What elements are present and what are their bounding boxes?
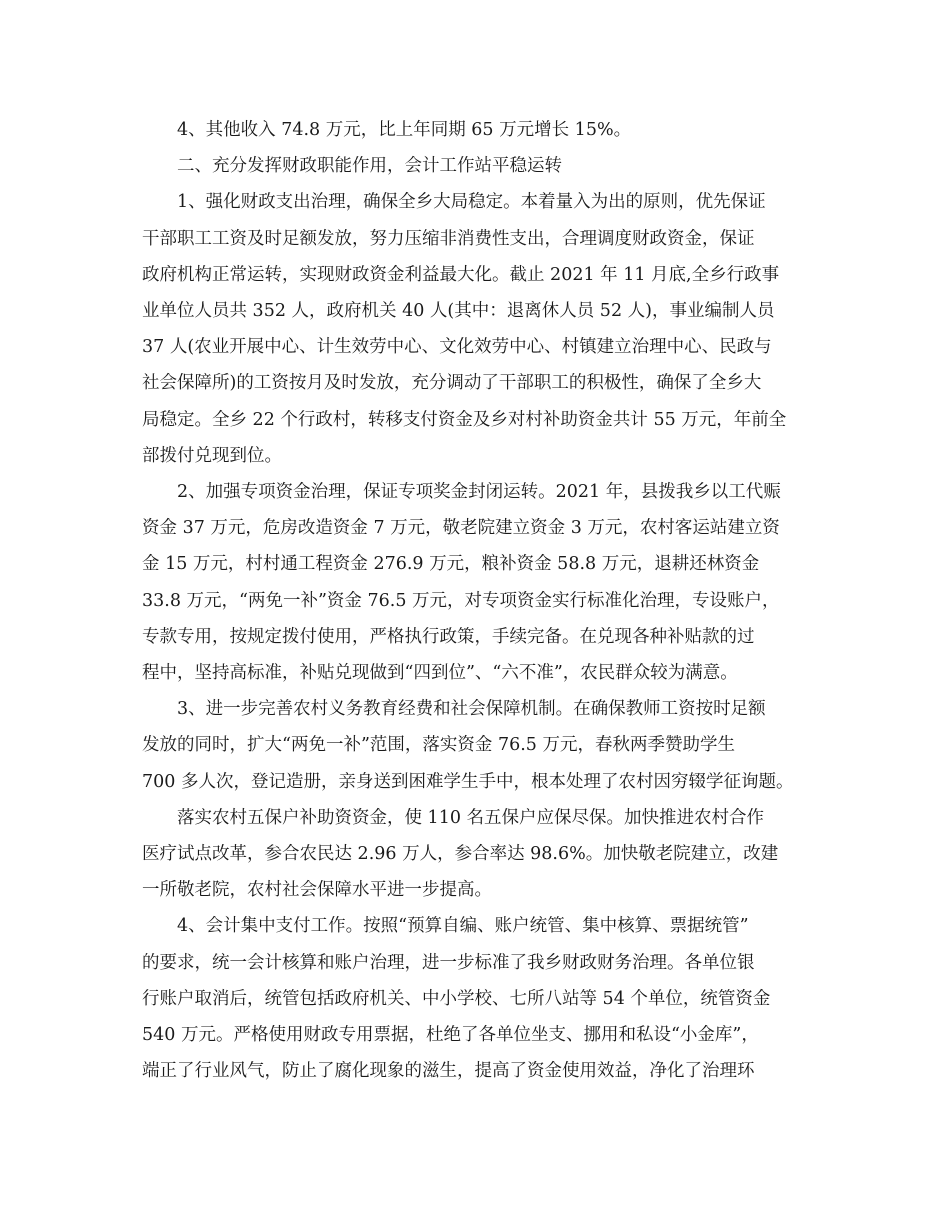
text-line: 700 多人次，登记造册，亲身送到困难学生手中，根本处理了农村因穷辍学征询题。: [142, 771, 794, 792]
text-line: 专款专用，按规定拨付使用，严格执行政策，手续完备。在兑现各种补贴款的过: [142, 626, 755, 647]
paragraph-centralized-payment: [142, 908, 817, 1089]
text-line: 4、其他收入 74.8 万元，比上年同期 65 万元增长 15%。: [177, 120, 632, 140]
text-line: 资金 37 万元，危房改造资金 7 万元，敬老院建立资金 3 万元，农村客运站建立资: [142, 518, 780, 539]
text-line: 二、充分发挥财政职能作用，会计工作站平稳运转: [177, 156, 562, 177]
paragraph-other-income: [142, 112, 817, 148]
text-line: 发放的同时，扩大“两免一补”范围，落实资金 76.5 万元，春秋两季赞助学生: [142, 735, 735, 756]
document-body: [142, 112, 817, 1089]
paragraph-five-guarantees: [142, 800, 817, 909]
paragraph-education-social-security: [142, 691, 817, 800]
text-line: 业单位人员共 352 人，政府机关 40 人(其中：退离休人员 52 人)，事业编制人员: [142, 301, 775, 322]
text-line: 3、进一步完善农村义务教育经费和社会保障机制。在确保教师工资按时足额: [177, 699, 766, 720]
text-line: 社会保障所)的工资按月及时发放，充分调动了干部职工的积极性，确保了全乡大: [142, 373, 762, 394]
text-line: 1、强化财政支出治理，确保全乡大局稳定。本着量入为出的原则，优先保证: [177, 192, 766, 213]
text-line: 端正了行业风气，防止了腐化现象的滋生，提高了资金使用效益，净化了治理环: [142, 1061, 755, 1082]
paragraph-expenditure-management: [142, 184, 817, 474]
text-line: 医疗试点改革，参合农民达 2.96 万人，参合率达 98.6%。加快敬老院建立，改建: [142, 844, 779, 865]
text-line: 37 人(农业开展中心、计生效劳中心、文化效劳中心、村镇建立治理中心、民政与: [142, 337, 772, 358]
text-line: 局稳定。全乡 22 个行政村，转移支付资金及乡对村补助资金共计 55 万元，年前全: [142, 409, 787, 430]
text-line: 的要求，统一会计核算和账户治理，进一步标准了我乡财政财务治理。各单位银: [142, 952, 755, 973]
text-line: 部拨付兑现到位。: [142, 445, 282, 466]
text-line: 干部职工工资及时足额发放，努力压缩非消费性支出，合理调度财政资金，保证: [142, 228, 755, 249]
text-line: 2、加强专项资金治理，保证专项奖金封闭运转。2021 年，县拨我乡以工代赈: [177, 482, 781, 503]
text-line: 540 万元。严格使用财政专用票据，杜绝了各单位坐支、挪用和私设“小金库”，: [142, 1025, 759, 1046]
section-heading-finance-function: [142, 148, 817, 184]
text-line: 政府机构正常运转，实现财政资金利益最大化。截止 2021 年 11 月底,全乡行政事: [142, 264, 780, 285]
paragraph-special-funds: [142, 474, 817, 691]
text-line: 一所敬老院，农村社会保障水平进一步提高。: [142, 880, 492, 901]
text-line: 落实农村五保户补助资资金，使 110 名五保户应保尽保。加快推进农村合作: [177, 807, 765, 828]
text-line: 程中，坚持高标准，补贴兑现做到“四到位”、“六不准”，农民群众较为满意。: [142, 663, 738, 684]
text-line: 33.8 万元，“两免一补”资金 76.5 万元，对专项资金实行标准化治理，专设账户，: [142, 590, 780, 611]
text-line: 金 15 万元，村村通工程资金 276.9 万元，粮补资金 58.8 万元，退耕还林资金: [142, 554, 760, 575]
text-line: 行账户取消后，统管包括政府机关、中小学校、七所八站等 54 个单位，统管资金: [142, 988, 771, 1009]
text-line: 4、会计集中支付工作。按照“预算自编、账户统管、集中核算、票据统管”: [177, 916, 749, 937]
